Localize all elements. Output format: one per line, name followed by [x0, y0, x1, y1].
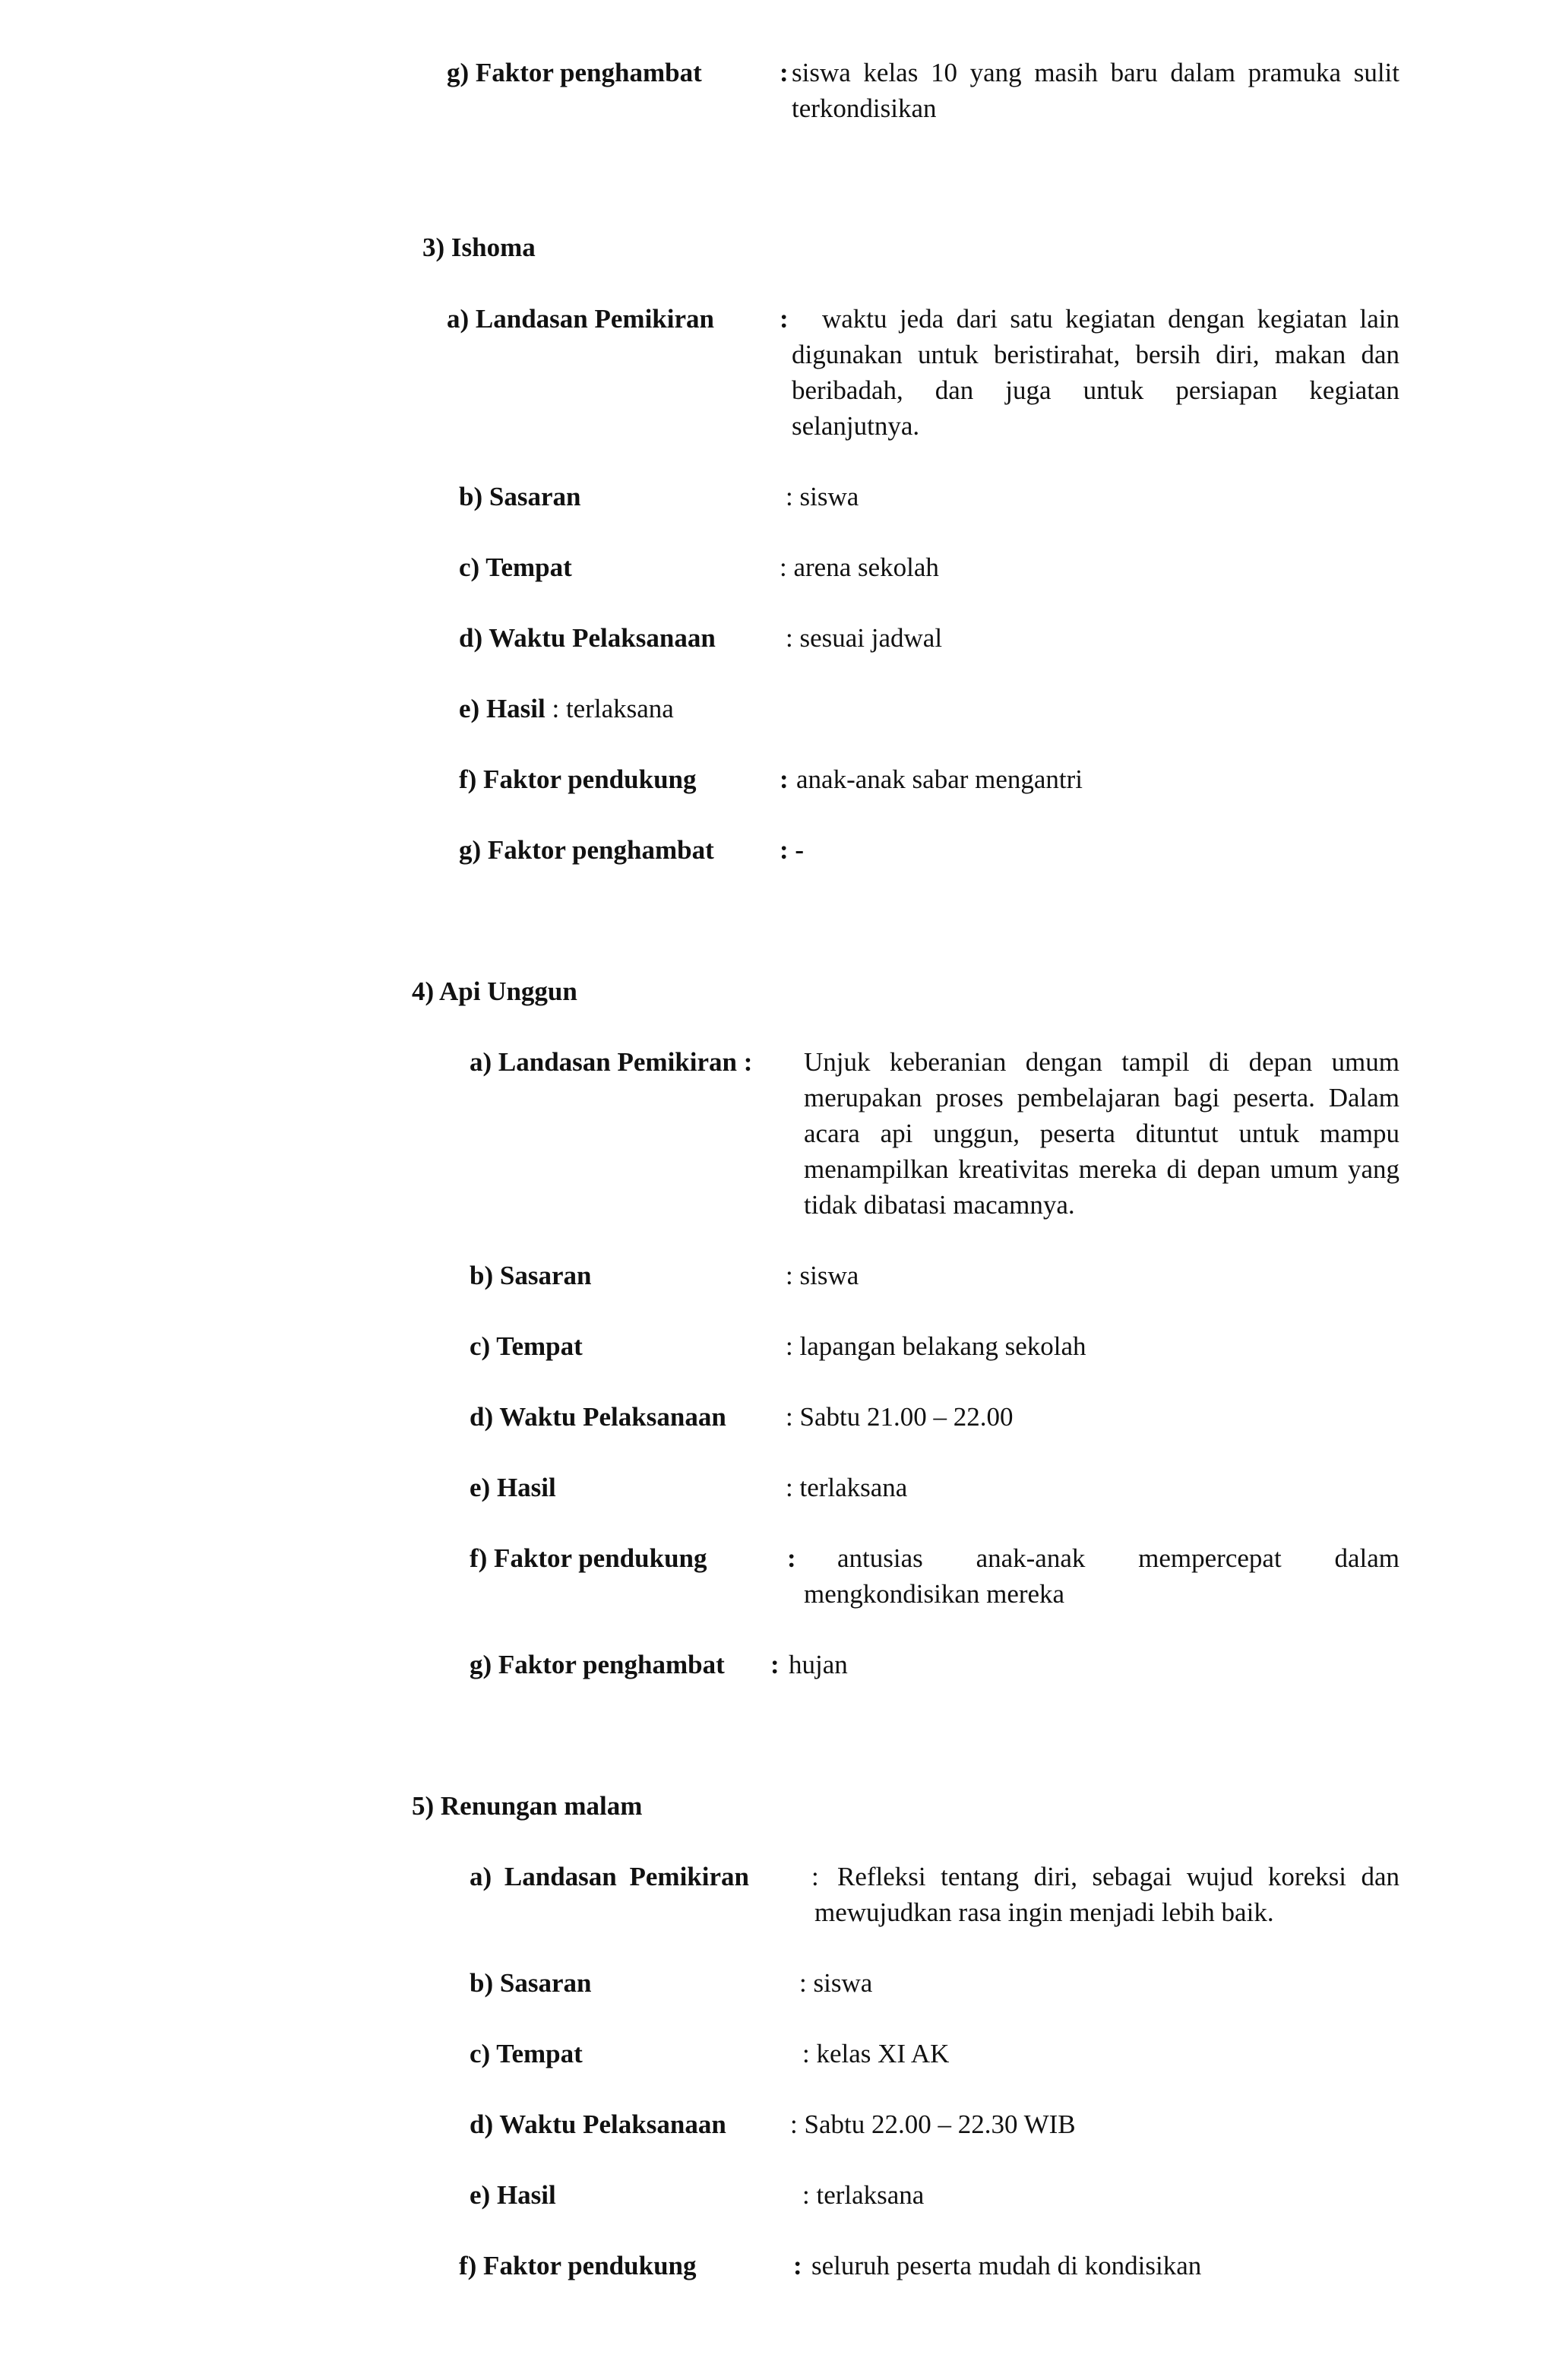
s5-c-value: : kelas XI AK [802, 2039, 950, 2068]
s5-d-label: d) Waktu Pelaksanaan [470, 2109, 726, 2139]
s3-e-value: : terlaksana [552, 694, 674, 723]
s3-f-value: anak-anak sabar mengantri [796, 764, 1083, 794]
s3-a-value: waktu jeda dari satu kegiatan dengan kegiatan lain digunakan untuk beristirahat, bersih diri, makan dan beribadah, dan juga untuk persiapan kegiatan selanjutnya. [792, 304, 1399, 441]
s2-g-colon: : [780, 58, 789, 87]
s5-d-value: : Sabtu 22.00 – 22.30 WIB [790, 2109, 1076, 2139]
s4-d-value: : Sabtu 21.00 – 22.00 [786, 1402, 1014, 1432]
s3-b-value: : siswa [786, 482, 859, 511]
s3-c-label: c) Tempat [459, 552, 572, 582]
s4-g-label: g) Faktor penghambat [470, 1650, 725, 1679]
s5-e-value: : terlaksana [802, 2180, 925, 2210]
s5-a-label: a) Landasan Pemikiran [470, 1862, 749, 1891]
s3-f-label: f) Faktor pendukung [459, 764, 697, 794]
s4-f-value: antusias anak-anak mempercepat dalam mengkondisikan mereka [804, 1543, 1399, 1609]
s3-a-label: a) Landasan Pemikiran [447, 304, 714, 334]
s5-b-label: b) Sasaran [470, 1968, 592, 1998]
s5-f-colon: : [793, 2251, 802, 2280]
s4-e-label: e) Hasil [470, 1473, 556, 1502]
s5-f-label: f) Faktor pendukung [459, 2251, 697, 2280]
s3-g-value: : - [780, 835, 805, 865]
s5-b-value: : siswa [799, 1968, 873, 1998]
s4-b-label: b) Sasaran [470, 1261, 592, 1290]
s4-g-value: hujan [789, 1650, 848, 1679]
s4-heading: 4) Api Unggun [412, 976, 577, 1006]
s5-f-value: seluruh peserta mudah di kondisikan [811, 2251, 1202, 2280]
s3-heading: 3) Ishoma [422, 233, 536, 262]
s3-d-label: d) Waktu Pelaksanaan [459, 623, 716, 653]
s5-heading: 5) Renungan malam [412, 1791, 643, 1821]
s4-f-colon: : [787, 1543, 796, 1573]
s3-f-colon: : [780, 764, 789, 794]
s3-b-label: b) Sasaran [459, 482, 581, 511]
s2-g-value: siswa kelas 10 yang masih baru dalam pramuka sulit terkondisikan [792, 58, 1399, 123]
s4-f-label: f) Faktor pendukung [470, 1543, 707, 1573]
s4-a-value: Unjuk keberanian dengan tampil di depan umum merupakan proses pembelajaran bagi peserta. Dalam acara api unggun, peserta dituntut untuk mampu menampilkan kreativitas mereka di depan umum yang tidak dibatasi macamnya. [804, 1047, 1399, 1220]
s4-g-colon: : [770, 1650, 780, 1679]
s2-g-label: g) Faktor penghambat [447, 58, 702, 87]
s3-c-value: : arena sekolah [780, 552, 939, 582]
s4-c-label: c) Tempat [470, 1331, 583, 1361]
s5-c-label: c) Tempat [470, 2039, 583, 2068]
s4-b-value: : siswa [786, 1261, 859, 1290]
s5-a-value: Refleksi tentang diri, sebagai wujud koreksi dan mewujudkan rasa ingin menjadi lebih baik. [814, 1862, 1399, 1927]
s5-e-label: e) Hasil [470, 2180, 556, 2210]
s4-a-label: a) Landasan Pemikiran : [470, 1047, 753, 1077]
s3-d-value: : sesuai jadwal [786, 623, 943, 653]
s5-a-colon: : [811, 1862, 819, 1891]
s3-e-label: e) Hasil [459, 694, 546, 723]
s4-e-value: : terlaksana [786, 1473, 908, 1502]
s3-e-line [459, 691, 674, 726]
s4-d-label: d) Waktu Pelaksanaan [470, 1402, 726, 1432]
s3-a-colon: : [780, 304, 789, 334]
s3-g-label: g) Faktor penghambat [459, 835, 714, 865]
s4-c-value: : lapangan belakang sekolah [786, 1331, 1086, 1361]
